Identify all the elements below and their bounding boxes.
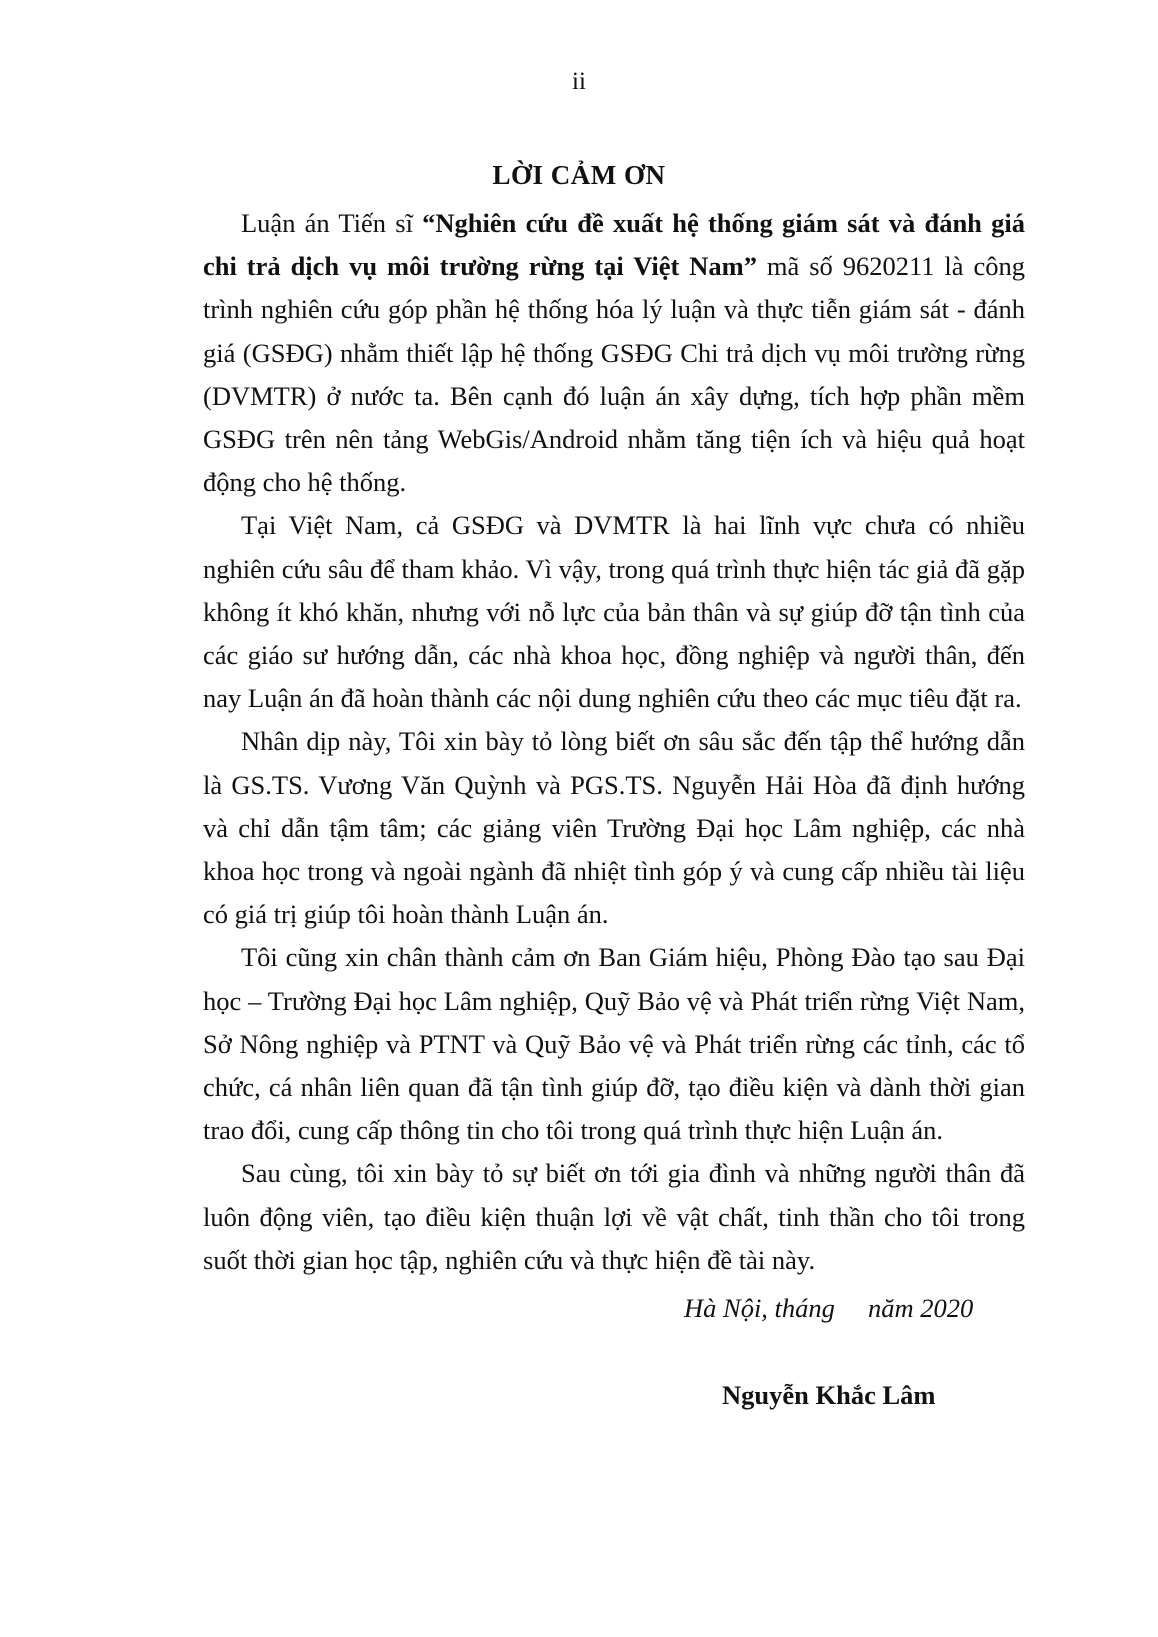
closing-date-line: Hà Nội, tháng năm 2020 xyxy=(684,1293,974,1323)
body-text xyxy=(203,202,1025,1282)
intro-rest: mã số 9620211 là công trình nghiên cứu góp phần hệ thống hóa lý luận và thực tiễn giám sát - đánh giá (GSĐG) nhằm thiết lập hệ thống GSĐG Chi trả dịch vụ môi trường rừng (DVMTR) ở nước ta. Bên cạnh đó luận án xây dựng, tích hợp phần mềm GSĐG trên nên tảng WebGis/Android nhằm tăng tiện ích và hiệu quả hoạt động cho hệ thống. xyxy=(203,251,1026,498)
intro-lead: Luận án Tiến sĩ xyxy=(241,208,423,238)
page-title: LỜI CẢM ƠN xyxy=(492,160,666,190)
paragraph-research-context: Tại Việt Nam, cả GSĐG và DVMTR là hai lĩnh vực chưa có nhiều nghiên cứu sâu để tham khảo. Vì vậy, trong quá trình thực hiện tác giả đã gặp không ít khó khăn, nhưng với nỗ lực của bản thân và sự giúp đỡ tận tình của các giáo sư hướng dẫn, các nhà khoa học, đồng nghiệp và người thân, đến nay Luận án đã hoàn thành các nội dung nghiên cứu theo các mục tiêu đặt ra. xyxy=(203,510,1025,714)
page-number: ii xyxy=(572,68,586,95)
thesis-title: “Nghiên cứu đề xuất hệ thống giám sát và đánh giá chi trả dịch vụ môi trường rừng tại Việt Nam” xyxy=(203,208,1026,282)
paragraph-thanks-institutions: Tôi cũng xin chân thành cảm ơn Ban Giám hiệu, Phòng Đào tạo sau Đại học – Trường Đại học Lâm nghiệp, Quỹ Bảo vệ và Phát triển rừng Việt Nam, Sở Nông nghiệp và PTNT và Quỹ Bảo vệ và Phát triển rừng các tỉnh, các tổ chức, cá nhân liên quan đã tận tình giúp đỡ, tạo điều kiện và dành thời gian trao đổi, cung cấp thông tin cho tôi trong quá trình thực hiện Luận án. xyxy=(203,942,1025,1146)
intro-paragraph xyxy=(203,202,1025,504)
author-signature-name: Nguyễn Khắc Lâm xyxy=(722,1380,936,1410)
paragraph-thanks-family: Sau cùng, tôi xin bày tỏ sự biết ơn tới gia đình và những người thân đã luôn động viên, tạo điều kiện thuận lợi về vật chất, tinh thần cho tôi trong suốt thời gian học tập, nghiên cứu và thực hiện đề tài này. xyxy=(203,1158,1025,1275)
paragraph-thanks-supervisors: Nhân dịp này, Tôi xin bày tỏ lòng biết ơn sâu sắc đến tập thể hướng dẫn là GS.TS. Vương Văn Quỳnh và PGS.TS. Nguyễn Hải Hòa đã định hướng và chỉ dẫn tậm tâm; các giảng viên Trường Đại học Lâm nghiệp, các nhà khoa học trong và ngoài ngành đã nhiệt tình góp ý và cung cấp nhiều tài liệu có giá trị giúp tôi hoàn thành Luận án. xyxy=(203,726,1025,930)
